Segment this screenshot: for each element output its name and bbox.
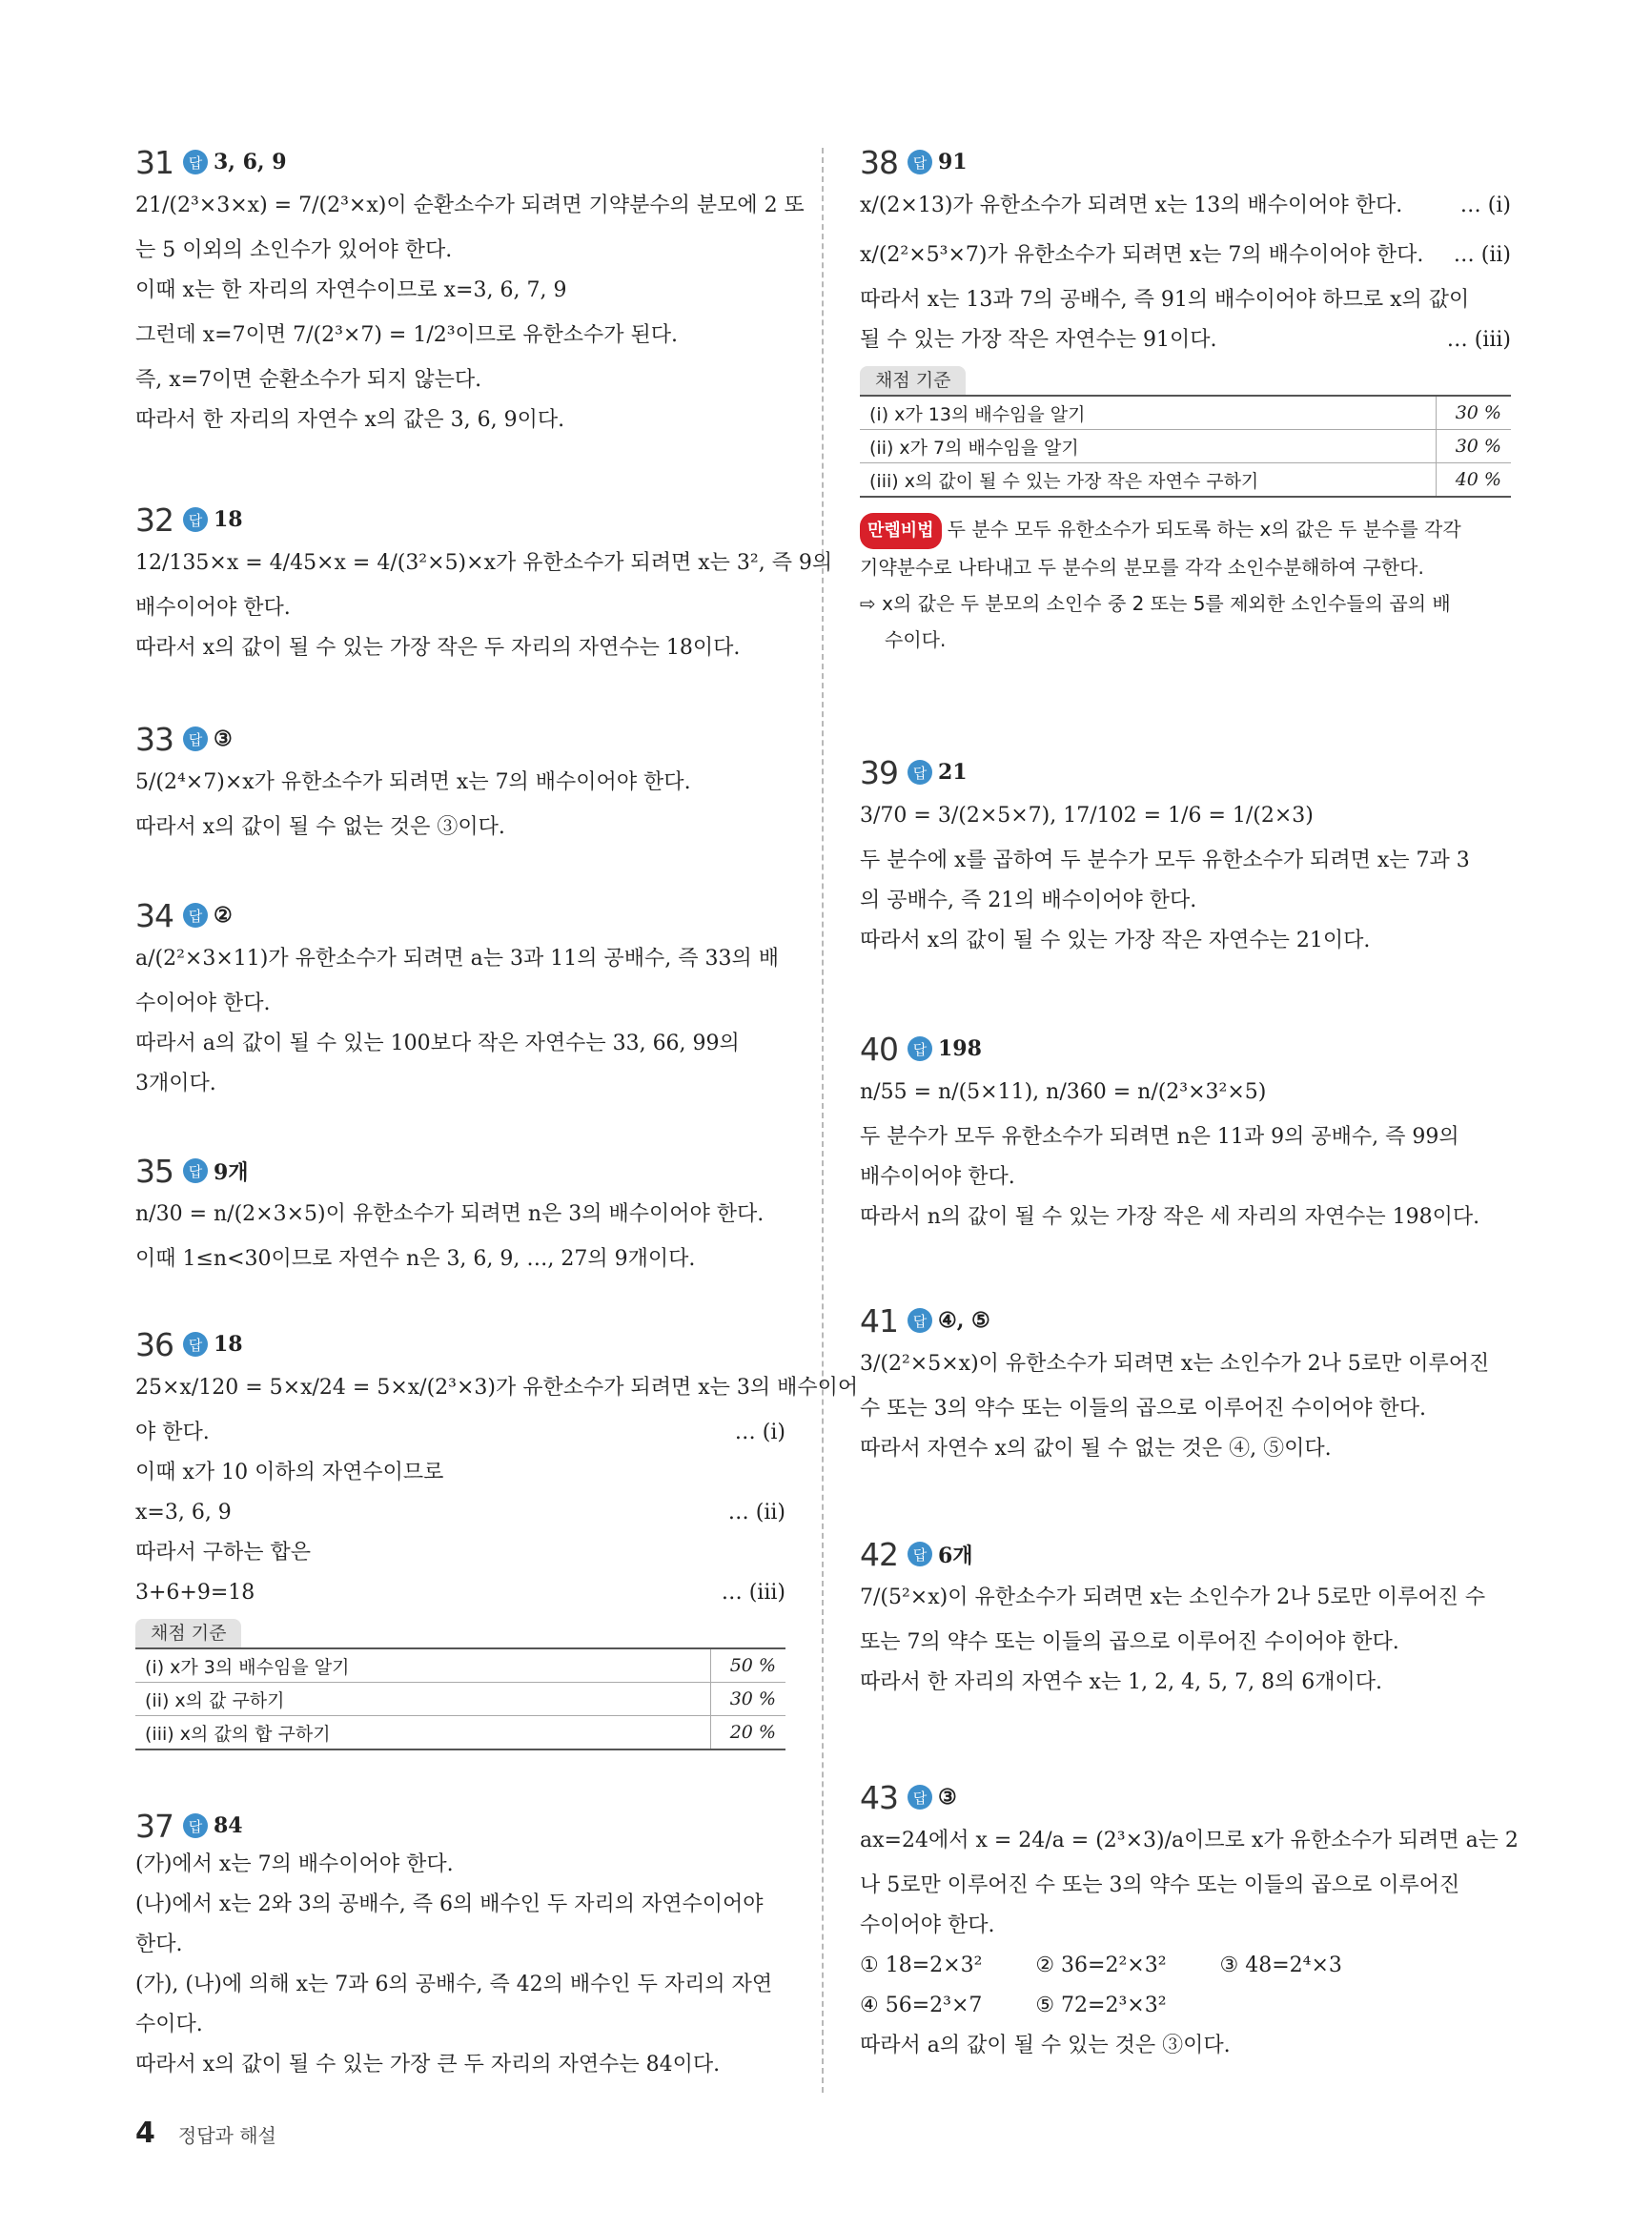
answer-icon: 답 bbox=[908, 760, 932, 785]
problem-35 bbox=[135, 1152, 785, 1279]
criteria-table bbox=[135, 1647, 785, 1750]
problem-number: 41 bbox=[860, 1301, 898, 1340]
solution-line bbox=[860, 181, 1511, 231]
solution-line bbox=[860, 231, 1511, 280]
solution-line: ax=24에서 x = 24/a = (2³×3)/a이므로 x가 유한소수가 되려면 a는 2 bbox=[860, 1829, 1519, 1852]
table-row bbox=[860, 463, 1511, 498]
problem-36 bbox=[135, 1325, 859, 1750]
solution-line: 따라서 a의 값이 될 수 있는 것은 ③이다. bbox=[860, 2034, 1231, 2057]
answer-icon: 답 bbox=[183, 1813, 208, 1838]
problem-number: 32 bbox=[135, 501, 173, 539]
tip-text: 두 분수 모두 유한소수가 되도록 하는 x의 값은 두 분수를 각각 bbox=[947, 518, 1461, 541]
criteria-percent: 30 % bbox=[1437, 396, 1512, 430]
criteria-item: (iii) x의 값의 합 구하기 bbox=[135, 1716, 711, 1750]
problem-42 bbox=[860, 1535, 1511, 1703]
answer: 91 bbox=[938, 150, 968, 174]
problem-number: 38 bbox=[860, 143, 898, 181]
solution-line bbox=[860, 320, 1511, 360]
answer: 84 bbox=[214, 1813, 243, 1838]
answer-icon: 답 bbox=[908, 150, 932, 174]
step-marker: … (i) bbox=[734, 1421, 785, 1444]
solution-text: 3+6+9=18 bbox=[135, 1581, 255, 1605]
tip-badge: 만렙비법 bbox=[860, 513, 942, 549]
answer-icon: 답 bbox=[908, 1036, 932, 1061]
answer-icon: 답 bbox=[183, 1332, 208, 1357]
solution-line: 따라서 x의 값이 될 수 없는 것은 ③이다. bbox=[135, 815, 505, 839]
solution-line: 3/70 = 3/(2×5×7), 17/102 = 1/6 = 1/(2×3) bbox=[860, 804, 1314, 828]
answer: ③ bbox=[214, 726, 233, 751]
solution-line: 따라서 x의 값이 될 수 있는 가장 큰 두 자리의 자연수는 84이다. bbox=[135, 2053, 721, 2077]
solution-line: 따라서 n의 값이 될 수 있는 가장 작은 세 자리의 자연수는 198이다. bbox=[860, 1205, 1480, 1229]
answer-icon: 답 bbox=[183, 726, 208, 751]
criteria-title: 채점 기준 bbox=[135, 1619, 241, 1647]
problem-number: 37 bbox=[135, 1807, 173, 1845]
problem-32 bbox=[135, 501, 833, 668]
problem-43 bbox=[860, 1778, 1519, 2066]
answer-icon: 답 bbox=[183, 507, 208, 532]
solution-line: 따라서 a의 값이 될 수 있는 100보다 작은 자연수는 33, 66, 99의 bbox=[135, 1032, 740, 1055]
solution-line: 이때 x는 한 자리의 자연수이므로 x=3, 6, 7, 9 bbox=[135, 278, 567, 302]
solution-line: 25×x/120 = 5×x/24 = 5×x/(2³×3)가 유한소수가 되려면 x는 3의 배수이어 bbox=[135, 1376, 859, 1400]
answer: 18 bbox=[214, 1332, 243, 1357]
solution-line: 배수이어야 한다. bbox=[135, 596, 291, 620]
solution-line: 따라서 구하는 합은 bbox=[135, 1541, 312, 1565]
solution-line: 두 분수가 모두 유한소수가 되려면 n은 11과 9의 공배수, 즉 99의 bbox=[860, 1125, 1459, 1149]
criteria-percent: 30 % bbox=[711, 1683, 786, 1716]
solution-line: 3개이다. bbox=[135, 1072, 216, 1095]
answer-icon: 답 bbox=[183, 150, 208, 174]
criteria-percent: 20 % bbox=[711, 1716, 786, 1750]
table-row bbox=[135, 1648, 785, 1683]
solution-line: 따라서 x의 값이 될 수 있는 가장 작은 두 자리의 자연수는 18이다. bbox=[135, 636, 741, 660]
table-row bbox=[860, 396, 1511, 430]
table-row bbox=[135, 1683, 785, 1716]
table-row bbox=[860, 430, 1511, 463]
answer: 9개 bbox=[214, 1159, 249, 1185]
solution-line: 7/(5²×x)이 유한소수가 되려면 x는 소인수가 2나 5로만 이루어진 수 bbox=[860, 1586, 1486, 1609]
answer: 18 bbox=[214, 507, 243, 532]
solution-line: 는 5 이외의 소인수가 있어야 한다. bbox=[135, 238, 453, 262]
solution-line: (나)에서 x는 2와 3의 공배수, 즉 6의 배수인 두 자리의 자연수이어야 bbox=[135, 1892, 764, 1916]
solution-line: 따라서 자연수 x의 값이 될 수 없는 것은 ④, ⑤이다. bbox=[860, 1437, 1332, 1461]
tip-line bbox=[860, 511, 1511, 549]
step-marker: … (iii) bbox=[1446, 328, 1511, 352]
solution-line: 따라서 한 자리의 자연수 x의 값은 3, 6, 9이다. bbox=[135, 408, 565, 432]
solution-line: n/30 = n/(2×3×5)이 유한소수가 되려면 n은 3의 배수이어야 한다. bbox=[135, 1202, 765, 1226]
problem-34 bbox=[135, 896, 785, 1104]
solution-line: 수이어야 한다. bbox=[860, 1913, 995, 1937]
solution-line: 한다. bbox=[135, 1933, 183, 1956]
criteria-percent: 40 % bbox=[1437, 463, 1512, 498]
problem-number: 39 bbox=[860, 753, 898, 791]
solution-line: 그런데 x=7이면 7/(2³×7) = 1/2³이므로 유한소수가 된다. bbox=[135, 323, 679, 347]
step-marker: … (iii) bbox=[721, 1581, 785, 1605]
problem-number: 43 bbox=[860, 1778, 898, 1816]
solution-line: 수이다. bbox=[135, 2013, 203, 2036]
solution-line: 즉, x=7이면 순환소수가 되지 않는다. bbox=[135, 368, 482, 392]
solution-line: 이때 x가 10 이하의 자연수이므로 bbox=[135, 1461, 444, 1484]
solution-line: 21/(2³×3×x) = 7/(2³×x)이 순환소수가 되려면 기약분수의 분모에 2 또 bbox=[135, 194, 805, 217]
solution-text: x/(2²×5³×7)가 유한소수가 되려면 x는 7의 배수이어야 한다. bbox=[860, 243, 1424, 267]
solution-line: 따라서 x의 값이 될 수 있는 가장 작은 자연수는 21이다. bbox=[860, 929, 1371, 952]
solution-line: 12/135×x = 4/45×x = 4/(3²×5)×x가 유한소수가 되려면 x는 3², 즉 9의 bbox=[135, 551, 833, 575]
solution-line: 수 또는 3의 약수 또는 이들의 곱으로 이루어진 수이어야 한다. bbox=[860, 1397, 1426, 1421]
answer: 6개 bbox=[938, 1543, 973, 1568]
solution-line: 이때 1≤n<30이므로 자연수 n은 3, 6, 9, …, 27의 9개이다. bbox=[135, 1247, 696, 1271]
problem-number: 40 bbox=[860, 1030, 898, 1068]
solution-text: 될 수 있는 가장 작은 자연수는 91이다. bbox=[860, 328, 1217, 352]
solution-text: x=3, 6, 9 bbox=[135, 1501, 232, 1524]
step-marker: … (i) bbox=[1459, 194, 1511, 217]
page-number: 4 bbox=[135, 2117, 155, 2150]
answer-icon: 답 bbox=[908, 1308, 932, 1333]
problem-number: 31 bbox=[135, 143, 173, 181]
answer: ④, ⑤ bbox=[938, 1308, 990, 1333]
problem-39 bbox=[860, 753, 1511, 961]
footer-title: 정답과 해설 bbox=[177, 2124, 276, 2147]
problem-number: 34 bbox=[135, 896, 173, 934]
answer-icon: 답 bbox=[183, 1158, 208, 1183]
criteria-title: 채점 기준 bbox=[860, 366, 966, 395]
tip-line: 수이다. bbox=[885, 628, 947, 651]
choice-line: ④ 56=2³×7 ⑤ 72=2³×3² bbox=[860, 1994, 1167, 2017]
answer: 21 bbox=[938, 760, 968, 785]
solution-line: (가), (나)에 의해 x는 7과 6의 공배수, 즉 42의 배수인 두 자리의 자연 bbox=[135, 1973, 773, 1996]
solution-line bbox=[135, 1413, 785, 1453]
problem-40 bbox=[860, 1030, 1511, 1238]
solution-line: (가)에서 x는 7의 배수이어야 한다. bbox=[135, 1852, 454, 1876]
criteria-item: (ii) x가 7의 배수임을 알기 bbox=[860, 430, 1437, 463]
step-marker: … (ii) bbox=[1453, 243, 1511, 267]
solution-text: x/(2×13)가 유한소수가 되려면 x는 13의 배수이어야 한다. bbox=[860, 194, 1403, 217]
criteria-item: (iii) x의 값이 될 수 있는 가장 작은 자연수 구하기 bbox=[860, 463, 1437, 498]
answer: ② bbox=[214, 903, 233, 928]
step-marker: … (ii) bbox=[727, 1501, 785, 1524]
problem-38 bbox=[860, 143, 1511, 658]
answer: 3, 6, 9 bbox=[214, 150, 287, 174]
answer-icon: 답 bbox=[183, 903, 208, 928]
answer-icon: 답 bbox=[908, 1785, 932, 1810]
solution-line: 수이어야 한다. bbox=[135, 992, 271, 1015]
problem-31 bbox=[135, 143, 805, 440]
solution-text: 야 한다. bbox=[135, 1421, 210, 1444]
solution-line: 배수이어야 한다. bbox=[860, 1165, 1015, 1189]
criteria-percent: 30 % bbox=[1437, 430, 1512, 463]
criteria-item: (i) x가 3의 배수임을 알기 bbox=[135, 1648, 711, 1683]
problem-number: 36 bbox=[135, 1325, 173, 1363]
solution-line: 또는 7의 약수 또는 이들의 곱으로 이루어진 수이어야 한다. bbox=[860, 1630, 1399, 1654]
problem-number: 35 bbox=[135, 1152, 173, 1190]
choice-line: ① 18=2×3² ② 36=2²×3² ③ 48=2⁴×3 bbox=[860, 1954, 1342, 1977]
criteria-table bbox=[860, 395, 1511, 498]
column-divider bbox=[822, 148, 824, 2093]
criteria-item: (i) x가 13의 배수임을 알기 bbox=[860, 396, 1437, 430]
solution-line bbox=[135, 1493, 785, 1533]
solution-line: 5/(2⁴×7)×x가 유한소수가 되려면 x는 7의 배수이어야 한다. bbox=[135, 770, 691, 794]
answer-icon: 답 bbox=[908, 1542, 932, 1566]
solution-line: 두 분수에 x를 곱하여 두 분수가 모두 유한소수가 되려면 x는 7과 3 bbox=[860, 849, 1470, 872]
solution-line: 의 공배수, 즉 21의 배수이어야 한다. bbox=[860, 889, 1197, 912]
problem-33 bbox=[135, 720, 785, 848]
answer: ③ bbox=[938, 1785, 957, 1810]
problem-41 bbox=[860, 1301, 1511, 1469]
table-row bbox=[135, 1716, 785, 1750]
solution-line: 3/(2²×5×x)이 유한소수가 되려면 x는 소인수가 2나 5로만 이루어진 bbox=[860, 1352, 1490, 1376]
answer: 198 bbox=[938, 1036, 982, 1061]
solution-line: 따라서 한 자리의 자연수 x는 1, 2, 4, 5, 7, 8의 6개이다. bbox=[860, 1670, 1383, 1694]
solution-line: 따라서 x는 13과 7의 공배수, 즉 91의 배수이어야 하므로 x의 값이 bbox=[860, 288, 1470, 312]
criteria-item: (ii) x의 값 구하기 bbox=[135, 1683, 711, 1716]
problem-number: 42 bbox=[860, 1535, 898, 1573]
solution-line bbox=[135, 1573, 785, 1613]
problem-number: 33 bbox=[135, 720, 173, 758]
solution-line: a/(2²×3×11)가 유한소수가 되려면 a는 3과 11의 공배수, 즉 33의 배 bbox=[135, 947, 779, 971]
criteria-percent: 50 % bbox=[711, 1648, 786, 1683]
solution-line: n/55 = n/(5×11), n/360 = n/(2³×3²×5) bbox=[860, 1080, 1267, 1104]
solution-line: 나 5로만 이루어진 수 또는 3의 약수 또는 이들의 곱으로 이루어진 bbox=[860, 1873, 1460, 1897]
tip-line: 기약분수로 나타내고 두 분수의 분모를 각각 소인수분해하여 구한다. bbox=[860, 556, 1424, 579]
page-footer bbox=[135, 2117, 276, 2150]
tip-line: ⇨ x의 값은 두 분모의 소인수 중 2 또는 5를 제외한 소인수들의 곱의 배 bbox=[860, 592, 1451, 615]
problem-37 bbox=[135, 1807, 785, 2085]
